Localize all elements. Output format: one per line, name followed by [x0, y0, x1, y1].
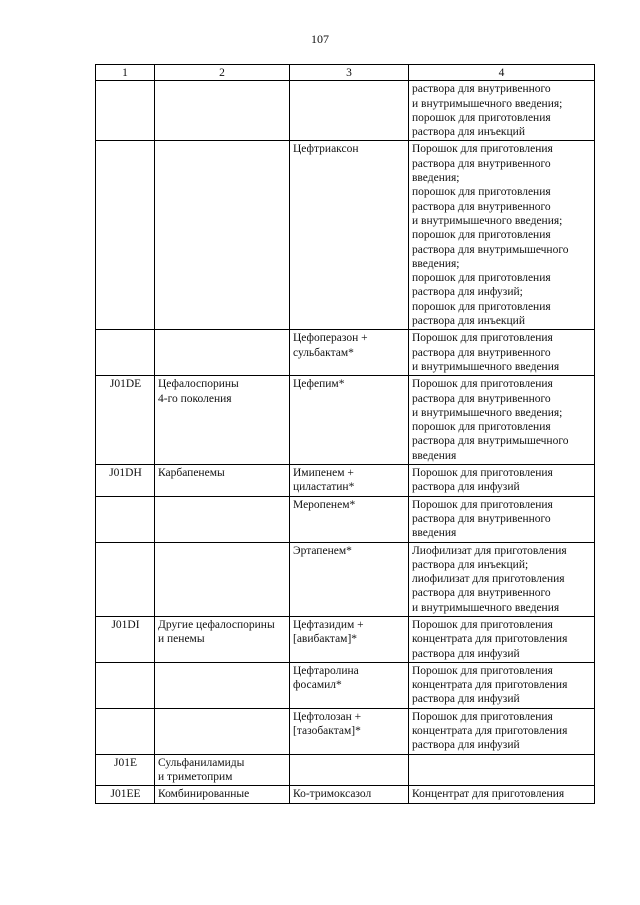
dosage-form-cell: раствора для внутривенного и внутримышечного введения; порошок для приготовления раствора для инъекций — [409, 81, 595, 141]
code-cell: J01DH — [96, 465, 155, 497]
group-cell — [155, 662, 290, 708]
drug-cell — [290, 754, 409, 786]
code-cell — [96, 330, 155, 376]
code-cell — [96, 542, 155, 616]
dosage-form-cell — [409, 754, 595, 786]
group-cell: Сульфаниламиды и триметоприм — [155, 754, 290, 786]
drug-table — [95, 64, 595, 804]
dosage-form-cell: Порошок для приготовления раствора для внутривенного введения; порошок для приготовления раствора для внутривенного и внутримышечного введения; порошок для приготовления раствора для внутримышечного введения; порошок для приготовления раствора для инфузий; порошок для приготовления раствора для инъекций — [409, 141, 595, 330]
drug-cell: Цефтаролина фосамил* — [290, 662, 409, 708]
table-header-row — [96, 65, 595, 81]
code-cell — [96, 662, 155, 708]
dosage-form-cell: Лиофилизат для приготовления раствора для инъекций; лиофилизат для приготовления раствора для внутривенного и внутримышечного введения — [409, 542, 595, 616]
drug-cell: Эртапенем* — [290, 542, 409, 616]
column-header: 2 — [155, 65, 290, 81]
drug-cell: Цефтриаксон — [290, 141, 409, 330]
drug-cell: Ко-тримоксазол — [290, 786, 409, 803]
code-cell: J01E — [96, 754, 155, 786]
table-row — [96, 616, 595, 662]
dosage-form-cell: Порошок для приготовления раствора для внутривенного и внутримышечного введения; порошок для приготовления раствора для внутримышечного введения — [409, 376, 595, 465]
dosage-form-cell: Порошок для приготовления концентрата для приготовления раствора для инфузий — [409, 662, 595, 708]
group-cell: Комбинированные — [155, 786, 290, 803]
group-cell — [155, 496, 290, 542]
group-cell — [155, 708, 290, 754]
table-row — [96, 542, 595, 616]
code-cell — [96, 496, 155, 542]
drug-cell: Цефтолозан + [тазобактам]* — [290, 708, 409, 754]
table-row — [96, 708, 595, 754]
code-cell: J01EE — [96, 786, 155, 803]
group-cell — [155, 542, 290, 616]
table-row — [96, 465, 595, 497]
drug-cell: Имипенем + циластатин* — [290, 465, 409, 497]
dosage-form-cell: Порошок для приготовления раствора для инфузий — [409, 465, 595, 497]
group-cell: Цефалоспорины 4-го поколения — [155, 376, 290, 465]
code-cell — [96, 708, 155, 754]
table-row — [96, 330, 595, 376]
table-row — [96, 786, 595, 803]
table-row — [96, 141, 595, 330]
table-row — [96, 376, 595, 465]
column-header: 4 — [409, 65, 595, 81]
code-cell: J01DI — [96, 616, 155, 662]
drug-cell: Цефепим* — [290, 376, 409, 465]
dosage-form-cell: Порошок для приготовления раствора для внутривенного введения — [409, 496, 595, 542]
column-header: 1 — [96, 65, 155, 81]
group-cell: Карбапенемы — [155, 465, 290, 497]
dosage-form-cell: Порошок для приготовления раствора для внутривенного и внутримышечного введения — [409, 330, 595, 376]
drug-cell: Цефтазидим + [авибактам]* — [290, 616, 409, 662]
page-number: 107 — [311, 32, 329, 46]
table-row — [96, 496, 595, 542]
table-body — [96, 81, 595, 803]
column-header: 3 — [290, 65, 409, 81]
dosage-form-cell: Концентрат для приготовления — [409, 786, 595, 803]
group-cell — [155, 330, 290, 376]
dosage-form-cell: Порошок для приготовления концентрата для приготовления раствора для инфузий — [409, 708, 595, 754]
table-row — [96, 81, 595, 141]
group-cell — [155, 141, 290, 330]
table-row — [96, 662, 595, 708]
code-cell: J01DE — [96, 376, 155, 465]
group-cell: Другие цефалоспорины и пенемы — [155, 616, 290, 662]
drug-cell — [290, 81, 409, 141]
table-row — [96, 754, 595, 786]
dosage-form-cell: Порошок для приготовления концентрата для приготовления раствора для инфузий — [409, 616, 595, 662]
drug-cell: Цефоперазон + сульбактам* — [290, 330, 409, 376]
code-cell — [96, 81, 155, 141]
drug-cell: Меропенем* — [290, 496, 409, 542]
code-cell — [96, 141, 155, 330]
group-cell — [155, 81, 290, 141]
